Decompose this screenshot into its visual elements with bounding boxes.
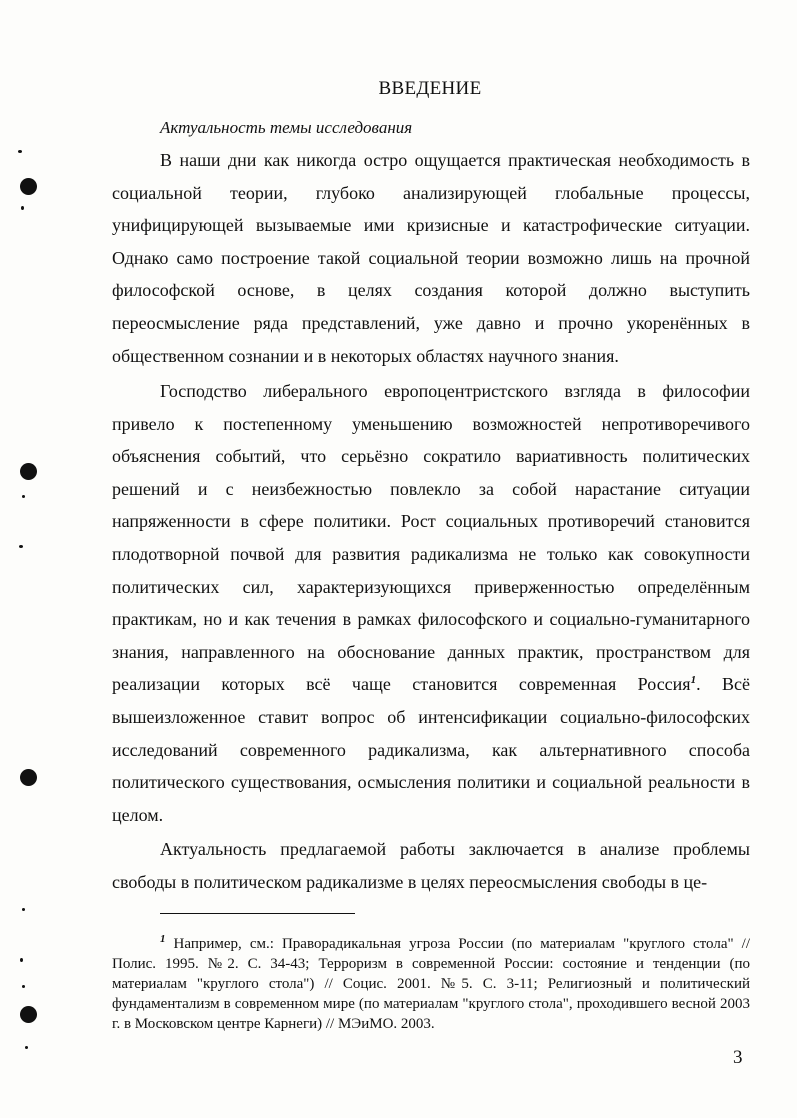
scan-speck: [22, 495, 25, 498]
punch-hole-mark: [20, 769, 37, 786]
paragraph-3: Актуальность предлагаемой работы заключается в анализе проблемы свободы в политическом радикализме в целях переосмысления свободы в це-: [112, 839, 750, 892]
scan-speck: [22, 908, 25, 911]
section-subheading: Актуальность темы исследования: [160, 118, 413, 137]
paragraph-2: [112, 375, 750, 831]
footnote-text: Например, см.: Праворадикальная угроза России (по материалам "круглого стола" // Полис. 1995. №2. С. 34-43; Терроризм в современной России: состояние и тенденции (по материалам "круглого стола") // Социс. 2001. №5. С. 3-11; Религиозный и политический фундаментализм в современном мире (по материалам "круглого стола", проходившего весной 2003 г. в Московском центре Карнеги) // МЭиМО. 2003.: [112, 936, 750, 1032]
punch-hole-mark: [20, 178, 37, 195]
scan-speck: [25, 1046, 28, 1049]
footnote-reference[interactable]: 1: [690, 674, 697, 687]
footnote: [112, 934, 750, 1034]
paragraph-2-text-continued: . Всё вышеизложенное ставит вопрос об интенсификации социально-философских исследований современного радикализма, как альтернативного способа политического существования, осмысления политики и социальной реальности в целом.: [112, 674, 751, 825]
punch-hole-mark: [20, 1006, 37, 1023]
page-number: 3: [733, 1047, 743, 1068]
page-title: ВВЕДЕНИЕ: [378, 78, 482, 99]
footnote-mark: 1: [160, 933, 166, 945]
punch-hole-mark: [20, 463, 37, 480]
paragraph-2-text: Господство либерального европоцентристского взгляда в философии привело к постепенному уменьшению возможностей непротиворечивого объяснения событий, что серьёзно сократило вариативность политических решений и с неизбежностью повлекло за собой нарастание ситуации напряженности в сфере политики. Рост социальных противоречий становится плодотворной почвой для развития радикализма не только как совокупности политических сил, характеризующихся приверженностью определённым практикам, но и как течения в рамках философского и социально-гуманитарного знания, направленного на обоснование данных практик, пространством для реализации которых всё чаще становится современная Россия: [112, 381, 750, 695]
paragraph-1: В наши дни как никогда остро ощущается практическая необходимость в социальной теории, глубоко анализирующей глобальные процессы, унифицирующей вызываемые ими кризисные и катастрофические ситуации. Однако само построение такой социальной теории возможно лишь на прочной философской основе, в целях создания которой должно выступить переосмысление ряда представлений, уже давно и прочно укоренённых в общественном сознании и в некоторых областях научного знания.: [112, 150, 750, 366]
scan-speck: [20, 958, 23, 962]
footnote-divider: [160, 913, 355, 914]
scan-speck: [21, 206, 24, 210]
scan-speck: [18, 150, 22, 153]
scan-speck: [19, 545, 23, 548]
scan-speck: [22, 985, 25, 988]
